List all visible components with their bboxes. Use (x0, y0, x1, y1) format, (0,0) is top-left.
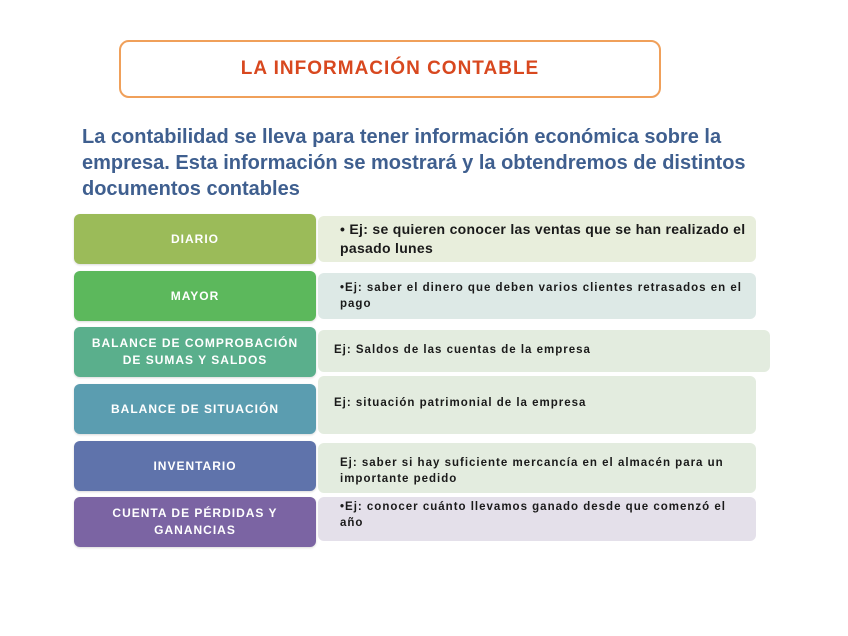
desc-cuenta-perdidas-ganancias: •Ej: conocer cuánto llevamos ganado desde que comenzó el año (318, 497, 756, 541)
page-title: LA INFORMACIÓN CONTABLE (240, 58, 540, 79)
label-balance-situacion: BALANCE DE SITUACIÓN (74, 384, 316, 434)
desc-balance-situacion: Ej: situación patrimonial de la empresa (318, 376, 756, 434)
desc-balance-comprobacion: Ej: Saldos de las cuentas de la empresa (318, 330, 770, 372)
label-balance-comprobacion: BALANCE DE COMPROBACIÓN DE SUMAS Y SALDOS (74, 327, 316, 377)
label-inventario: INVENTARIO (74, 441, 316, 491)
intro-text: La contabilidad se lleva para tener información económica sobre la empresa. Esta información se mostrará y la obtendremos de distintos documentos contables (82, 126, 746, 200)
desc-diario: • Ej: se quieren conocer las ventas que se han realizado el pasado lunes (318, 216, 756, 262)
title-box (119, 40, 661, 98)
desc-mayor: •Ej: saber el dinero que deben varios clientes retrasados en el pago (318, 273, 756, 319)
label-mayor: MAYOR (74, 271, 316, 321)
desc-inventario: Ej: saber si hay suficiente mercancía en el almacén para un importante pedido (318, 443, 756, 493)
label-cuenta-perdidas-ganancias: CUENTA DE PÉRDIDAS Y GANANCIAS (74, 497, 316, 547)
label-diario: DIARIO (74, 214, 316, 264)
